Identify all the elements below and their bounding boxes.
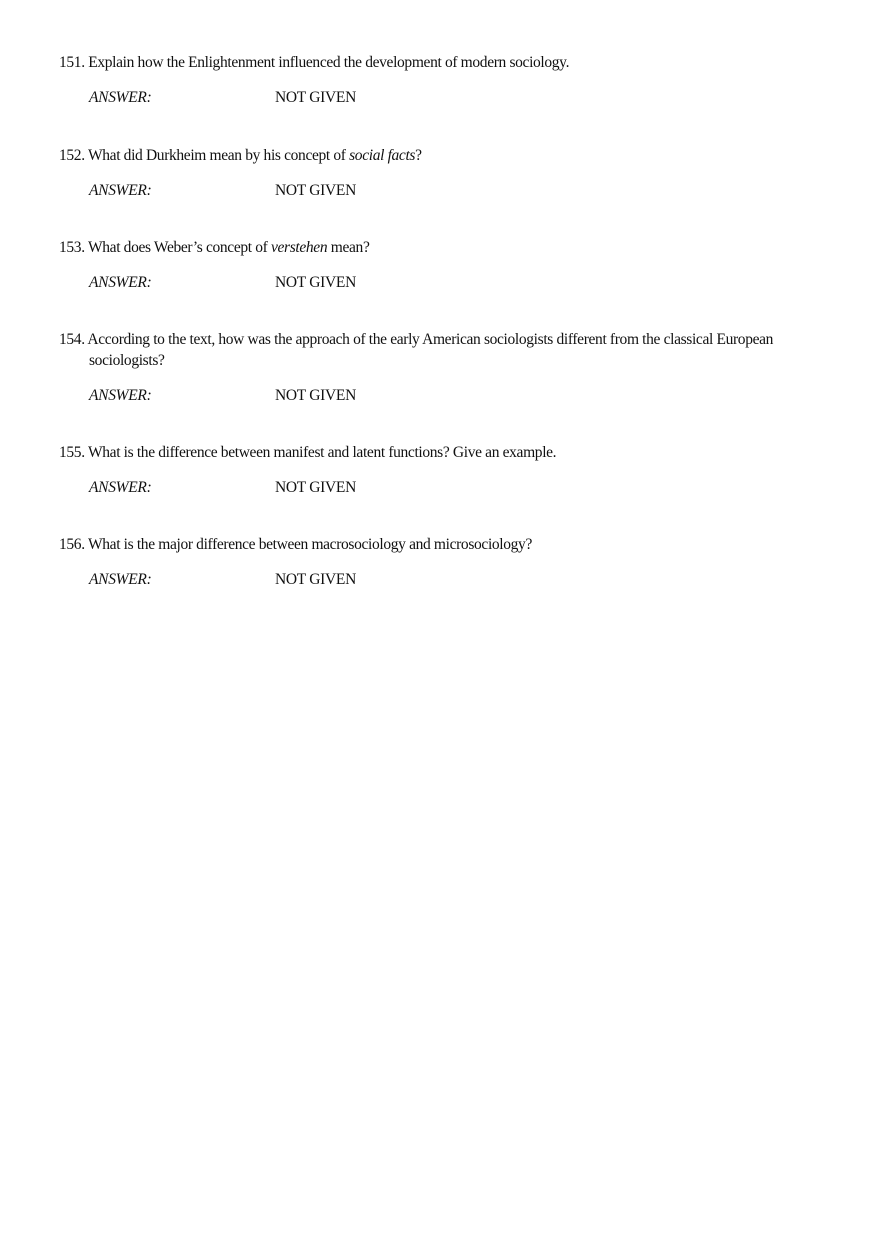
answer-row bbox=[59, 272, 819, 293]
question-body: Explain how the Enlightenment influenced the development of modern sociology. bbox=[88, 54, 570, 71]
question-number: 155. bbox=[59, 444, 85, 461]
answer-value: NOT GIVEN bbox=[275, 387, 356, 404]
answer-value: NOT GIVEN bbox=[275, 479, 356, 496]
question-body: What is the difference between manifest and latent functions? Give an example. bbox=[87, 444, 557, 461]
question-151 bbox=[59, 52, 819, 108]
question-body: According to the text, how was the approach of the early American sociologists different from the classical European sociologists? bbox=[87, 331, 774, 369]
answer-value: NOT GIVEN bbox=[275, 274, 356, 291]
answer-label: ANSWER: bbox=[89, 571, 152, 588]
question-body: What does Weber’s concept of bbox=[87, 239, 271, 256]
question-text bbox=[59, 145, 819, 166]
answer-row bbox=[59, 569, 819, 590]
answer-row bbox=[59, 477, 819, 498]
question-text bbox=[59, 329, 819, 371]
question-text bbox=[59, 237, 819, 258]
question-153 bbox=[59, 237, 819, 293]
question-text bbox=[59, 52, 819, 73]
answer-label: ANSWER: bbox=[89, 182, 152, 199]
answer-row bbox=[59, 180, 819, 201]
answer-value: NOT GIVEN bbox=[275, 182, 356, 199]
answer-row bbox=[59, 87, 819, 108]
question-number: 152. bbox=[59, 147, 85, 164]
question-156 bbox=[59, 534, 819, 590]
question-text bbox=[59, 442, 819, 463]
question-155 bbox=[59, 442, 819, 498]
question-154 bbox=[59, 329, 819, 406]
question-term: verstehen bbox=[271, 239, 328, 256]
answer-label: ANSWER: bbox=[89, 387, 152, 404]
question-body-end: ? bbox=[415, 147, 422, 164]
question-body: What is the major difference between macrosociology and microsociology? bbox=[87, 536, 532, 553]
question-body-end: mean? bbox=[327, 239, 370, 256]
question-number: 153. bbox=[59, 239, 85, 256]
question-number: 151. bbox=[59, 54, 85, 71]
question-text bbox=[59, 534, 819, 555]
answer-value: NOT GIVEN bbox=[275, 89, 356, 106]
answer-label: ANSWER: bbox=[89, 89, 152, 106]
answer-label: ANSWER: bbox=[89, 274, 152, 291]
question-body: What did Durkheim mean by his concept of bbox=[87, 147, 350, 164]
answer-value: NOT GIVEN bbox=[275, 571, 356, 588]
question-term: social facts bbox=[349, 147, 416, 164]
question-number: 154. bbox=[59, 331, 85, 348]
answer-label: ANSWER: bbox=[89, 479, 152, 496]
question-number: 156. bbox=[59, 536, 85, 553]
answer-row bbox=[59, 385, 819, 406]
question-152 bbox=[59, 145, 819, 201]
